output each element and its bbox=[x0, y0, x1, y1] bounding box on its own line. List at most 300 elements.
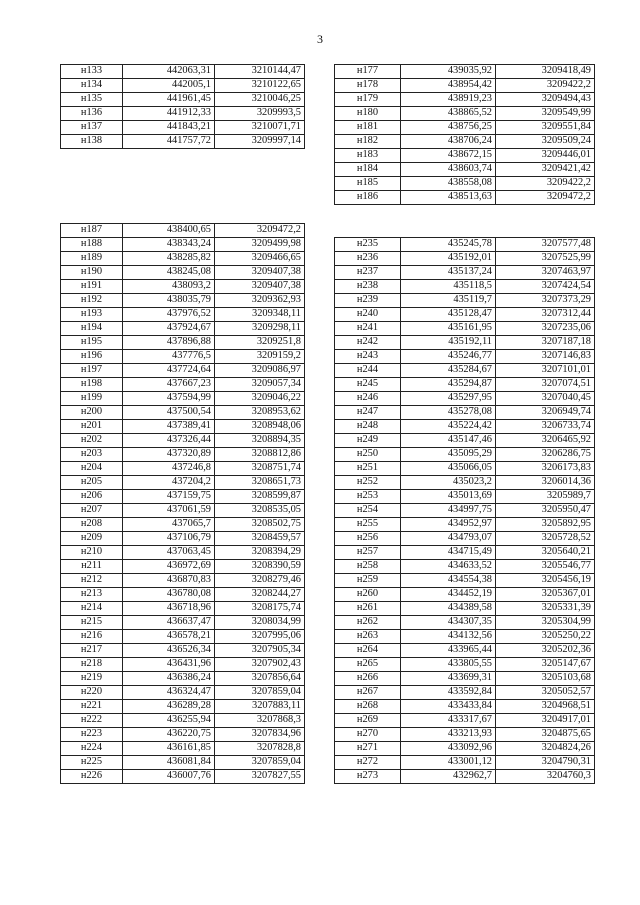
table-row bbox=[335, 770, 595, 784]
y-coordinate-cell: 3209422,2 bbox=[496, 177, 595, 191]
point-id-cell: н133 bbox=[61, 65, 123, 79]
point-id-cell: н240 bbox=[335, 308, 401, 322]
point-id-cell: н220 bbox=[61, 686, 123, 700]
table-row bbox=[335, 504, 595, 518]
x-coordinate-cell: 437924,67 bbox=[123, 322, 215, 336]
y-coordinate-cell: 3208459,57 bbox=[215, 532, 305, 546]
point-id-cell: н185 bbox=[335, 177, 401, 191]
x-coordinate-cell: 438706,24 bbox=[401, 135, 496, 149]
x-coordinate-cell: 434554,38 bbox=[401, 574, 496, 588]
y-coordinate-cell: 3208502,75 bbox=[215, 518, 305, 532]
point-id-cell: н265 bbox=[335, 658, 401, 672]
point-id-cell: н260 bbox=[335, 588, 401, 602]
x-coordinate-cell: 435119,7 bbox=[401, 294, 496, 308]
y-coordinate-cell: 3209348,11 bbox=[215, 308, 305, 322]
y-coordinate-cell: 3204917,01 bbox=[496, 714, 595, 728]
point-id-cell: н259 bbox=[335, 574, 401, 588]
table-row bbox=[335, 336, 595, 350]
coordinates-table-top-left bbox=[60, 64, 305, 149]
table-row bbox=[335, 65, 595, 79]
table-row bbox=[335, 294, 595, 308]
x-coordinate-cell: 436637,47 bbox=[123, 616, 215, 630]
x-coordinate-cell: 435066,05 bbox=[401, 462, 496, 476]
x-coordinate-cell: 437246,8 bbox=[123, 462, 215, 476]
x-coordinate-cell: 438865,52 bbox=[401, 107, 496, 121]
x-coordinate-cell: 438093,2 bbox=[123, 280, 215, 294]
y-coordinate-cell: 3207424,54 bbox=[496, 280, 595, 294]
table-row bbox=[61, 616, 305, 630]
x-coordinate-cell: 432962,7 bbox=[401, 770, 496, 784]
point-id-cell: н253 bbox=[335, 490, 401, 504]
point-id-cell: н187 bbox=[61, 224, 123, 238]
x-coordinate-cell: 441961,45 bbox=[123, 93, 215, 107]
table-row bbox=[335, 518, 595, 532]
x-coordinate-cell: 437594,99 bbox=[123, 392, 215, 406]
x-coordinate-cell: 438035,79 bbox=[123, 294, 215, 308]
table-row bbox=[335, 308, 595, 322]
point-id-cell: н196 bbox=[61, 350, 123, 364]
table-row bbox=[61, 420, 305, 434]
table-row bbox=[335, 742, 595, 756]
point-id-cell: н180 bbox=[335, 107, 401, 121]
x-coordinate-cell: 438756,25 bbox=[401, 121, 496, 135]
y-coordinate-cell: 3209422,2 bbox=[496, 79, 595, 93]
y-coordinate-cell: 3206173,83 bbox=[496, 462, 595, 476]
point-id-cell: н183 bbox=[335, 149, 401, 163]
point-id-cell: н243 bbox=[335, 350, 401, 364]
x-coordinate-cell: 435297,95 bbox=[401, 392, 496, 406]
table-row bbox=[335, 177, 595, 191]
y-coordinate-cell: 3207856,64 bbox=[215, 672, 305, 686]
table-row bbox=[335, 364, 595, 378]
y-coordinate-cell: 3207187,18 bbox=[496, 336, 595, 350]
point-id-cell: н218 bbox=[61, 658, 123, 672]
point-id-cell: н191 bbox=[61, 280, 123, 294]
point-id-cell: н213 bbox=[61, 588, 123, 602]
y-coordinate-cell: 3209472,2 bbox=[215, 224, 305, 238]
x-coordinate-cell: 433001,12 bbox=[401, 756, 496, 770]
x-coordinate-cell: 436255,94 bbox=[123, 714, 215, 728]
point-id-cell: н273 bbox=[335, 770, 401, 784]
point-id-cell: н266 bbox=[335, 672, 401, 686]
point-id-cell: н267 bbox=[335, 686, 401, 700]
x-coordinate-cell: 436220,75 bbox=[123, 728, 215, 742]
coordinates-table-bottom-left bbox=[60, 223, 305, 784]
y-coordinate-cell: 3207463,97 bbox=[496, 266, 595, 280]
y-coordinate-cell: 3209407,38 bbox=[215, 280, 305, 294]
table-row bbox=[335, 448, 595, 462]
point-id-cell: н261 bbox=[335, 602, 401, 616]
y-coordinate-cell: 3208279,46 bbox=[215, 574, 305, 588]
y-coordinate-cell: 3206949,74 bbox=[496, 406, 595, 420]
y-coordinate-cell: 3209499,98 bbox=[215, 238, 305, 252]
y-coordinate-cell: 3207905,34 bbox=[215, 644, 305, 658]
x-coordinate-cell: 435137,24 bbox=[401, 266, 496, 280]
y-coordinate-cell: 3208390,59 bbox=[215, 560, 305, 574]
point-id-cell: н212 bbox=[61, 574, 123, 588]
x-coordinate-cell: 434952,97 bbox=[401, 518, 496, 532]
y-coordinate-cell: 3209997,14 bbox=[215, 135, 305, 149]
table-row bbox=[335, 266, 595, 280]
x-coordinate-cell: 435192,01 bbox=[401, 252, 496, 266]
point-id-cell: н203 bbox=[61, 448, 123, 462]
table-row bbox=[335, 546, 595, 560]
table-row bbox=[61, 644, 305, 658]
y-coordinate-cell: 3205250,22 bbox=[496, 630, 595, 644]
x-coordinate-cell: 436081,84 bbox=[123, 756, 215, 770]
y-coordinate-cell: 3207235,06 bbox=[496, 322, 595, 336]
x-coordinate-cell: 436431,96 bbox=[123, 658, 215, 672]
table-row bbox=[61, 532, 305, 546]
table-row bbox=[61, 79, 305, 93]
x-coordinate-cell: 438343,24 bbox=[123, 238, 215, 252]
table-row bbox=[335, 630, 595, 644]
x-coordinate-cell: 437159,75 bbox=[123, 490, 215, 504]
x-coordinate-cell: 436718,96 bbox=[123, 602, 215, 616]
y-coordinate-cell: 3209472,2 bbox=[496, 191, 595, 205]
y-coordinate-cell: 3205950,47 bbox=[496, 504, 595, 518]
table-row bbox=[335, 728, 595, 742]
y-coordinate-cell: 3207101,01 bbox=[496, 364, 595, 378]
table-row bbox=[61, 65, 305, 79]
x-coordinate-cell: 435128,47 bbox=[401, 308, 496, 322]
table-row bbox=[61, 238, 305, 252]
y-coordinate-cell: 3209251,8 bbox=[215, 336, 305, 350]
point-id-cell: н188 bbox=[61, 238, 123, 252]
point-id-cell: н244 bbox=[335, 364, 401, 378]
y-coordinate-cell: 3208953,62 bbox=[215, 406, 305, 420]
point-id-cell: н189 bbox=[61, 252, 123, 266]
table-row bbox=[335, 420, 595, 434]
table-row bbox=[61, 756, 305, 770]
x-coordinate-cell: 437320,89 bbox=[123, 448, 215, 462]
table-row bbox=[335, 490, 595, 504]
x-coordinate-cell: 434307,35 bbox=[401, 616, 496, 630]
table-row bbox=[335, 700, 595, 714]
x-coordinate-cell: 436007,76 bbox=[123, 770, 215, 784]
table-row bbox=[335, 560, 595, 574]
y-coordinate-cell: 3208535,05 bbox=[215, 504, 305, 518]
table-row bbox=[335, 714, 595, 728]
point-id-cell: н205 bbox=[61, 476, 123, 490]
x-coordinate-cell: 438513,63 bbox=[401, 191, 496, 205]
point-id-cell: н270 bbox=[335, 728, 401, 742]
point-id-cell: н214 bbox=[61, 602, 123, 616]
y-coordinate-cell: 3208394,29 bbox=[215, 546, 305, 560]
point-id-cell: н262 bbox=[335, 616, 401, 630]
point-id-cell: н258 bbox=[335, 560, 401, 574]
y-coordinate-cell: 3209159,2 bbox=[215, 350, 305, 364]
table-row bbox=[335, 107, 595, 121]
y-coordinate-cell: 3209298,11 bbox=[215, 322, 305, 336]
point-id-cell: н199 bbox=[61, 392, 123, 406]
point-id-cell: н221 bbox=[61, 700, 123, 714]
x-coordinate-cell: 436324,47 bbox=[123, 686, 215, 700]
table-row bbox=[61, 602, 305, 616]
x-coordinate-cell: 436972,69 bbox=[123, 560, 215, 574]
y-coordinate-cell: 3207827,55 bbox=[215, 770, 305, 784]
table-row bbox=[61, 252, 305, 266]
point-id-cell: н215 bbox=[61, 616, 123, 630]
x-coordinate-cell: 435224,42 bbox=[401, 420, 496, 434]
table-row bbox=[61, 294, 305, 308]
point-id-cell: н134 bbox=[61, 79, 123, 93]
table-row bbox=[61, 742, 305, 756]
y-coordinate-cell: 3207859,04 bbox=[215, 686, 305, 700]
point-id-cell: н235 bbox=[335, 238, 401, 252]
table-row bbox=[335, 686, 595, 700]
y-coordinate-cell: 3207834,96 bbox=[215, 728, 305, 742]
table-row bbox=[335, 252, 595, 266]
point-id-cell: н211 bbox=[61, 560, 123, 574]
point-id-cell: н200 bbox=[61, 406, 123, 420]
point-id-cell: н248 bbox=[335, 420, 401, 434]
x-coordinate-cell: 438245,08 bbox=[123, 266, 215, 280]
y-coordinate-cell: 3207074,51 bbox=[496, 378, 595, 392]
x-coordinate-cell: 438400,65 bbox=[123, 224, 215, 238]
x-coordinate-cell: 434997,75 bbox=[401, 504, 496, 518]
table-row bbox=[61, 448, 305, 462]
y-coordinate-cell: 3205892,95 bbox=[496, 518, 595, 532]
table-row bbox=[61, 490, 305, 504]
y-coordinate-cell: 3204875,65 bbox=[496, 728, 595, 742]
point-id-cell: н254 bbox=[335, 504, 401, 518]
point-id-cell: н256 bbox=[335, 532, 401, 546]
x-coordinate-cell: 441757,72 bbox=[123, 135, 215, 149]
table-row bbox=[61, 630, 305, 644]
point-id-cell: н264 bbox=[335, 644, 401, 658]
table-row bbox=[335, 163, 595, 177]
point-id-cell: н268 bbox=[335, 700, 401, 714]
y-coordinate-cell: 3209509,24 bbox=[496, 135, 595, 149]
point-id-cell: н210 bbox=[61, 546, 123, 560]
y-coordinate-cell: 3209421,42 bbox=[496, 163, 595, 177]
table-row bbox=[61, 322, 305, 336]
table-row bbox=[335, 756, 595, 770]
y-coordinate-cell: 3210144,47 bbox=[215, 65, 305, 79]
x-coordinate-cell: 437063,45 bbox=[123, 546, 215, 560]
table-row bbox=[61, 518, 305, 532]
point-id-cell: н193 bbox=[61, 308, 123, 322]
y-coordinate-cell: 3207577,48 bbox=[496, 238, 595, 252]
y-coordinate-cell: 3205728,52 bbox=[496, 532, 595, 546]
table-row bbox=[335, 350, 595, 364]
y-coordinate-cell: 3210071,71 bbox=[215, 121, 305, 135]
table-row bbox=[61, 728, 305, 742]
y-coordinate-cell: 3207146,83 bbox=[496, 350, 595, 364]
x-coordinate-cell: 433699,31 bbox=[401, 672, 496, 686]
x-coordinate-cell: 437776,5 bbox=[123, 350, 215, 364]
x-coordinate-cell: 442005,1 bbox=[123, 79, 215, 93]
table-row bbox=[335, 462, 595, 476]
y-coordinate-cell: 3209418,49 bbox=[496, 65, 595, 79]
x-coordinate-cell: 434715,49 bbox=[401, 546, 496, 560]
page-number: 3 bbox=[317, 32, 323, 46]
table-row bbox=[335, 79, 595, 93]
table-row bbox=[335, 93, 595, 107]
x-coordinate-cell: 435161,95 bbox=[401, 322, 496, 336]
x-coordinate-cell: 436289,28 bbox=[123, 700, 215, 714]
table-row bbox=[61, 107, 305, 121]
point-id-cell: н179 bbox=[335, 93, 401, 107]
x-coordinate-cell: 435013,69 bbox=[401, 490, 496, 504]
x-coordinate-cell: 434793,07 bbox=[401, 532, 496, 546]
y-coordinate-cell: 3207828,8 bbox=[215, 742, 305, 756]
point-id-cell: н269 bbox=[335, 714, 401, 728]
y-coordinate-cell: 3205052,57 bbox=[496, 686, 595, 700]
point-id-cell: н181 bbox=[335, 121, 401, 135]
table-row bbox=[61, 714, 305, 728]
x-coordinate-cell: 435147,46 bbox=[401, 434, 496, 448]
x-coordinate-cell: 437500,54 bbox=[123, 406, 215, 420]
y-coordinate-cell: 3209086,97 bbox=[215, 364, 305, 378]
point-id-cell: н138 bbox=[61, 135, 123, 149]
table-row bbox=[61, 336, 305, 350]
coordinates-table-top-right bbox=[334, 64, 595, 205]
table-row bbox=[61, 770, 305, 784]
x-coordinate-cell: 433433,84 bbox=[401, 700, 496, 714]
table-row bbox=[335, 322, 595, 336]
x-coordinate-cell: 436386,24 bbox=[123, 672, 215, 686]
x-coordinate-cell: 434452,19 bbox=[401, 588, 496, 602]
point-id-cell: н271 bbox=[335, 742, 401, 756]
x-coordinate-cell: 437389,41 bbox=[123, 420, 215, 434]
table-row bbox=[335, 121, 595, 135]
x-coordinate-cell: 441912,33 bbox=[123, 107, 215, 121]
x-coordinate-cell: 435245,78 bbox=[401, 238, 496, 252]
point-id-cell: н263 bbox=[335, 630, 401, 644]
x-coordinate-cell: 433592,84 bbox=[401, 686, 496, 700]
y-coordinate-cell: 3208812,86 bbox=[215, 448, 305, 462]
y-coordinate-cell: 3204760,3 bbox=[496, 770, 595, 784]
table-row bbox=[335, 280, 595, 294]
y-coordinate-cell: 3207525,99 bbox=[496, 252, 595, 266]
point-id-cell: н137 bbox=[61, 121, 123, 135]
point-id-cell: н223 bbox=[61, 728, 123, 742]
table-row bbox=[61, 392, 305, 406]
y-coordinate-cell: 3206465,92 bbox=[496, 434, 595, 448]
table-row bbox=[335, 616, 595, 630]
y-coordinate-cell: 3205367,01 bbox=[496, 588, 595, 602]
y-coordinate-cell: 3205103,68 bbox=[496, 672, 595, 686]
table-row bbox=[61, 308, 305, 322]
x-coordinate-cell: 433965,44 bbox=[401, 644, 496, 658]
x-coordinate-cell: 435023,2 bbox=[401, 476, 496, 490]
point-id-cell: н216 bbox=[61, 630, 123, 644]
point-id-cell: н177 bbox=[335, 65, 401, 79]
x-coordinate-cell: 435095,29 bbox=[401, 448, 496, 462]
y-coordinate-cell: 3207902,43 bbox=[215, 658, 305, 672]
x-coordinate-cell: 436526,34 bbox=[123, 644, 215, 658]
table-row bbox=[61, 434, 305, 448]
x-coordinate-cell: 437896,88 bbox=[123, 336, 215, 350]
point-id-cell: н198 bbox=[61, 378, 123, 392]
table-row bbox=[61, 672, 305, 686]
point-id-cell: н246 bbox=[335, 392, 401, 406]
y-coordinate-cell: 3208894,35 bbox=[215, 434, 305, 448]
x-coordinate-cell: 436870,83 bbox=[123, 574, 215, 588]
x-coordinate-cell: 435246,77 bbox=[401, 350, 496, 364]
x-coordinate-cell: 438285,82 bbox=[123, 252, 215, 266]
table-row bbox=[61, 504, 305, 518]
point-id-cell: н257 bbox=[335, 546, 401, 560]
x-coordinate-cell: 435192,11 bbox=[401, 336, 496, 350]
y-coordinate-cell: 3209407,38 bbox=[215, 266, 305, 280]
y-coordinate-cell: 3208751,74 bbox=[215, 462, 305, 476]
y-coordinate-cell: 3205546,77 bbox=[496, 560, 595, 574]
y-coordinate-cell: 3208175,74 bbox=[215, 602, 305, 616]
x-coordinate-cell: 437106,79 bbox=[123, 532, 215, 546]
y-coordinate-cell: 3205989,7 bbox=[496, 490, 595, 504]
x-coordinate-cell: 438954,42 bbox=[401, 79, 496, 93]
y-coordinate-cell: 3209494,43 bbox=[496, 93, 595, 107]
y-coordinate-cell: 3209046,22 bbox=[215, 392, 305, 406]
x-coordinate-cell: 433317,67 bbox=[401, 714, 496, 728]
table-row bbox=[335, 532, 595, 546]
y-coordinate-cell: 3207883,11 bbox=[215, 700, 305, 714]
y-coordinate-cell: 3209057,34 bbox=[215, 378, 305, 392]
table-row bbox=[335, 658, 595, 672]
y-coordinate-cell: 3209362,93 bbox=[215, 294, 305, 308]
y-coordinate-cell: 3207312,44 bbox=[496, 308, 595, 322]
x-coordinate-cell: 435284,67 bbox=[401, 364, 496, 378]
point-id-cell: н245 bbox=[335, 378, 401, 392]
table-row bbox=[61, 546, 305, 560]
x-coordinate-cell: 437724,64 bbox=[123, 364, 215, 378]
point-id-cell: н224 bbox=[61, 742, 123, 756]
point-id-cell: н219 bbox=[61, 672, 123, 686]
table-row bbox=[335, 434, 595, 448]
point-id-cell: н247 bbox=[335, 406, 401, 420]
point-id-cell: н182 bbox=[335, 135, 401, 149]
y-coordinate-cell: 3208034,99 bbox=[215, 616, 305, 630]
x-coordinate-cell: 434389,58 bbox=[401, 602, 496, 616]
y-coordinate-cell: 3209446,01 bbox=[496, 149, 595, 163]
point-id-cell: н204 bbox=[61, 462, 123, 476]
point-id-cell: н236 bbox=[335, 252, 401, 266]
y-coordinate-cell: 3208651,73 bbox=[215, 476, 305, 490]
point-id-cell: н197 bbox=[61, 364, 123, 378]
table-row bbox=[335, 392, 595, 406]
table-row bbox=[61, 462, 305, 476]
table-row bbox=[335, 602, 595, 616]
table-row bbox=[335, 238, 595, 252]
y-coordinate-cell: 3205640,21 bbox=[496, 546, 595, 560]
y-coordinate-cell: 3204968,51 bbox=[496, 700, 595, 714]
point-id-cell: н195 bbox=[61, 336, 123, 350]
point-id-cell: н135 bbox=[61, 93, 123, 107]
y-coordinate-cell: 3207373,29 bbox=[496, 294, 595, 308]
table-row bbox=[61, 700, 305, 714]
point-id-cell: н241 bbox=[335, 322, 401, 336]
table-row bbox=[61, 658, 305, 672]
table-row bbox=[335, 644, 595, 658]
y-coordinate-cell: 3204790,31 bbox=[496, 756, 595, 770]
x-coordinate-cell: 435118,5 bbox=[401, 280, 496, 294]
table-row bbox=[61, 406, 305, 420]
table-row bbox=[335, 406, 595, 420]
y-coordinate-cell: 3205456,19 bbox=[496, 574, 595, 588]
point-id-cell: н217 bbox=[61, 644, 123, 658]
y-coordinate-cell: 3209993,5 bbox=[215, 107, 305, 121]
y-coordinate-cell: 3206014,36 bbox=[496, 476, 595, 490]
y-coordinate-cell: 3210122,65 bbox=[215, 79, 305, 93]
y-coordinate-cell: 3209551,84 bbox=[496, 121, 595, 135]
x-coordinate-cell: 437326,44 bbox=[123, 434, 215, 448]
table-row bbox=[61, 350, 305, 364]
x-coordinate-cell: 438558,08 bbox=[401, 177, 496, 191]
point-id-cell: н209 bbox=[61, 532, 123, 546]
